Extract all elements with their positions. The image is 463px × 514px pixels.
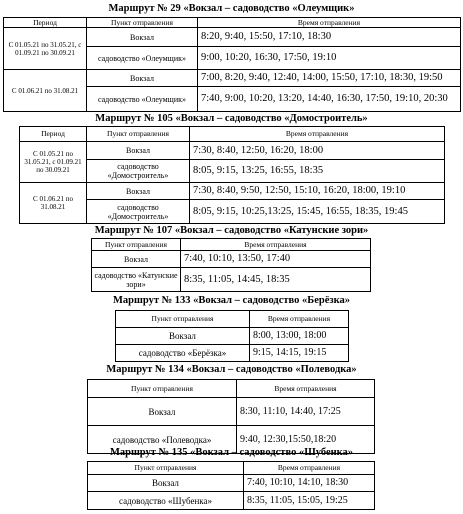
departure-point-cell: Вокзал xyxy=(88,475,244,492)
route-29-title: Маршрут № 29 «Вокзал – садоводство «Олеумщик» xyxy=(108,3,355,14)
departure-point-cell: садоводство «Олеумщик» xyxy=(87,87,198,112)
period-cell: С 01.06.21 по 31.08.21 xyxy=(20,183,87,224)
departure-point-cell: садоводство «Берёзка» xyxy=(116,345,250,362)
departure-point-cell: садоводство «Домостроитель» xyxy=(87,200,190,224)
route-135-title: Маршрут № 135 «Вокзал – садоводство «Шубенка» xyxy=(109,447,354,458)
departure-time-header: Время отправления xyxy=(190,127,445,142)
departure-times-cell: 8:35, 11:05, 15:05, 19:25 xyxy=(244,492,375,510)
departure-times-cell: 8:30, 11:10, 14:40, 17:25 xyxy=(237,398,375,426)
period-header: Период xyxy=(20,127,87,142)
departure-point-cell: Вокзал xyxy=(116,328,250,345)
departure-times-cell: 7:40, 9:00, 10:20, 13:20, 14:40, 16:30, 17:50, 19:10, 20:30 xyxy=(198,87,461,112)
departure-point-cell: Вокзал xyxy=(87,28,198,47)
departure-point-cell: садоводство «Олеумщик» xyxy=(87,47,198,70)
departure-times-cell: 8:35, 11:05, 14:45, 18:35 xyxy=(181,268,371,292)
departure-point-header: Пункт отправления xyxy=(87,127,190,142)
departure-point-header: Пункт отправления xyxy=(92,239,181,251)
route-133-table xyxy=(115,310,349,362)
departure-point-cell: Вокзал xyxy=(92,251,181,268)
departure-point-cell: садоводство «Катунские зори» xyxy=(92,268,181,292)
departure-times-cell: 8:20, 9:40, 15:50, 17:10, 18:30 xyxy=(198,28,461,47)
route-135-table xyxy=(87,461,375,510)
departure-point-header: Пункт отправления xyxy=(87,18,198,28)
departure-times-cell: 9:40, 12:30,15:50,18:20 xyxy=(237,426,375,454)
departure-times-cell: 8:05, 9:15, 10:25,13:25, 15:45, 16:55, 18:35, 19:45 xyxy=(190,200,445,224)
departure-time-header: Время отправления xyxy=(244,462,375,475)
departure-point-header: Пункт отправления xyxy=(116,311,250,328)
route-134-title: Маршрут № 134 «Вокзал – садоводство «Полеводка» xyxy=(106,364,357,375)
departure-time-header: Время отправления xyxy=(250,311,349,328)
departure-time-header: Время отправления xyxy=(181,239,371,251)
departure-time-header: Время отправления xyxy=(237,380,375,398)
departure-point-cell: Вокзал xyxy=(87,70,198,87)
route-107-title: Маршрут № 107 «Вокзал – садоводство «Катунские зори» xyxy=(94,225,369,236)
departure-point-cell: садоводство «Полеводка» xyxy=(88,426,237,454)
departure-time-header: Время отправления xyxy=(198,18,461,28)
departure-times-cell: 9:15, 14:15, 19:15 xyxy=(250,345,349,362)
departure-point-header: Пункт отправления xyxy=(88,380,237,398)
route-105-table xyxy=(19,126,445,224)
departure-times-cell: 7:30, 8:40, 12:50, 16:20, 18:00 xyxy=(190,142,445,160)
departure-times-cell: 7:00, 8:20, 9:40, 12:40, 14:00, 15:50, 17:10, 18:30, 19:50 xyxy=(198,70,461,87)
departure-times-cell: 8:05, 9:15, 13:25, 16:55, 18:35 xyxy=(190,160,445,183)
departure-times-cell: 8:00, 13:00, 18:00 xyxy=(250,328,349,345)
route-29-table xyxy=(3,17,461,112)
route-134-table xyxy=(87,379,375,454)
departure-point-cell: Вокзал xyxy=(87,142,190,160)
departure-times-cell: 9:00, 10:20, 16:30, 17:50, 19:10 xyxy=(198,47,461,70)
period-cell: С 01.05.21 по 31.05.21, с 01.09.21 по 30.09.21 xyxy=(4,28,87,70)
period-cell: С 01.06.21 по 31.08.21 xyxy=(4,70,87,112)
departure-point-cell: садоводство «Домостроитель» xyxy=(87,160,190,183)
departure-times-cell: 7:40, 10:10, 13:50, 17:40 xyxy=(181,251,371,268)
period-cell: С 01.05.21 по 31.05.21, с 01.09.21 по 30.09.21 xyxy=(20,142,87,183)
period-header: Период xyxy=(4,18,87,28)
departure-point-cell: Вокзал xyxy=(88,398,237,426)
departure-times-cell: 7:40, 10:10, 14:10, 18:30 xyxy=(244,475,375,492)
route-107-table xyxy=(91,238,371,292)
departure-point-cell: Вокзал xyxy=(87,183,190,200)
route-105-title: Маршрут № 105 «Вокзал – садоводство «Домостроитель» xyxy=(95,113,368,124)
departure-times-cell: 7:30, 8:40, 9:50, 12:50, 15:10, 16:20, 18:00, 19:10 xyxy=(190,183,445,200)
departure-point-header: Пункт отправления xyxy=(88,462,244,475)
route-133-title: Маршрут № 133 «Вокзал – садоводство «Берёзка» xyxy=(113,295,350,306)
departure-point-cell: садоводство «Шубенка» xyxy=(88,492,244,510)
